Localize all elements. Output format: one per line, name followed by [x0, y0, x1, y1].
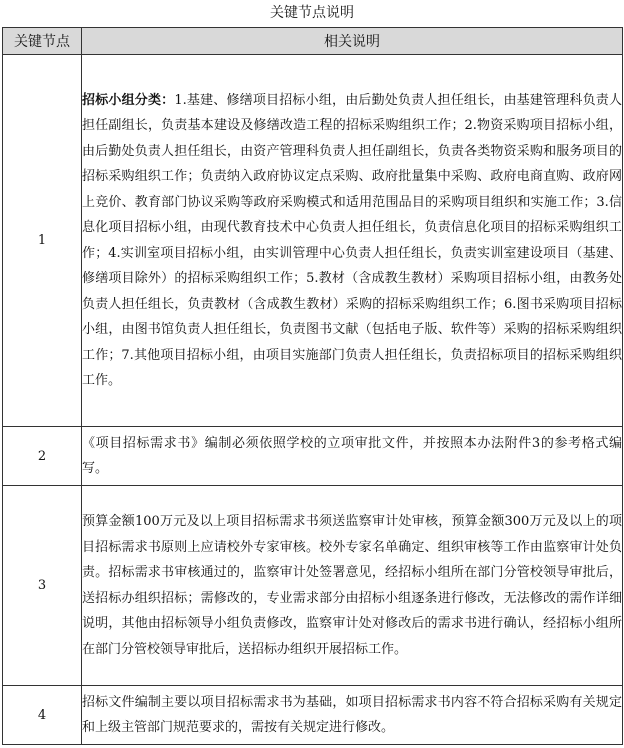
node-number: 1 — [3, 55, 82, 427]
node-description: 招标文件编制主要以项目招标需求书为基础，如项目招标需求书内容不符合招标采购有关规定和上级主管部门规范要求的，需按有关规定进行修改。 — [82, 686, 623, 745]
description-text: 1.基建、修缮项目招标小组，由后勤处负责人担任组长，由基建管理科负责人担任副组长，负责基本建设及修缮改造工程的招标采购组织工作；2.物资采购项目招标小组，由后勤处负责人担任组长，由资产管理科负责人担任副组长，负责各类物资采购和服务项目的招标采购组织工作；负责纳入政府协议定点采购、政府批量集中采购、政府电商直购、政府网上竞价、教育部门协议采购等政府采购模式和适用范围品目的采购项目组织和实施工作；3.信息化项目招标小组，由现代教育技术中心负责人担任组长，负责信息化项目的招标采购组织工作；4.实训室项目招标小组，由实训管理中心负责人担任组长，负责实训室建设项目（基建、修缮项目除外）的招标采购组织工作；5.教材（含成教生教材）采购项目招标小组，由教务处负责人担任组长，负责教材（含成教生教材）采购的招标采购组织工作；6.图书采购项目招标小组，由图书馆负责人担任组长，负责图书文献（包括电子版、软件等）采购的招标采购组织工作；7.其他项目招标小组，由项目实施部门负责人担任组长，负责招标项目的招标采购组织工作。 — [82, 92, 622, 388]
header-node: 关键节点 — [3, 28, 82, 55]
table-header-row — [3, 28, 623, 55]
node-number: 3 — [3, 486, 82, 686]
key-nodes-table — [2, 27, 623, 745]
node-description: 预算金额100万元及以上项目招标需求书须送监察审计处审核，预算金额300万元及以上的项目招标需求书原则上应请校外专家审核。校外专家名单确定、组织审核等工作由监察审计处负责。招标需求书审核通过的，监察审计处签署意见，经招标小组所在部门分管校领导审批后，送招标办组织招标；需修改的，专业需求部分由招标小组逐条进行修改，无法修改的需作详细说明，其他由招标领导小组负责修改，监察审计处对修改后的需求书进行确认，经招标小组所在部门分管校领导审批后，送招标办组织开展招标工作。 — [82, 486, 623, 686]
node-number: 4 — [3, 686, 82, 745]
table-row — [3, 55, 623, 427]
table-row — [3, 427, 623, 486]
node-number: 2 — [3, 427, 82, 486]
table-row — [3, 486, 623, 686]
table-title: 关键节点说明 — [270, 5, 354, 21]
table-row — [3, 686, 623, 745]
header-description: 相关说明 — [82, 28, 623, 55]
node-description: 《项目招标需求书》编制必须依照学校的立项审批文件，并按照本办法附件3的参考格式编写。 — [82, 427, 623, 486]
description-lead: 招标小组分类： — [82, 92, 175, 108]
node-description — [82, 55, 623, 427]
